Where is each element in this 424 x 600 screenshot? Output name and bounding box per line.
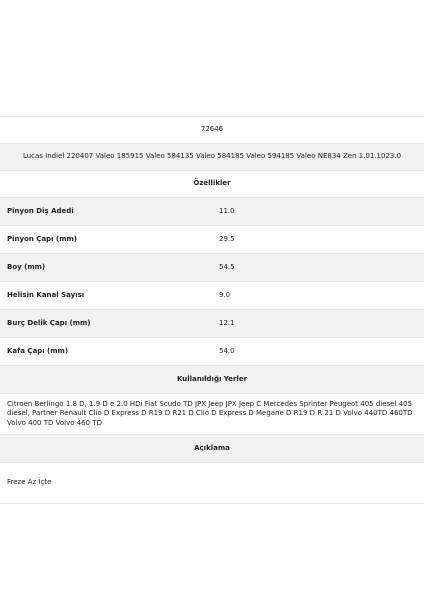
description-text: Freze Az İçte — [0, 463, 424, 504]
product-code-row — [0, 117, 424, 144]
usage-text: Citroen Berlingo 1.8 D, 1.9 D e 2.0 HDi Fiat Scudo TD JPX Jeep JPX Jeep C Mercedes Sprinter Peugeot 405 diesel 405 diesel, Partner Renault Clio D Express D R19 D R21 D Clio D Express D Megane D R19 D R 21 D Volvo 440TD 460TD Volvo 400 TD Volvo 460 TD — [0, 394, 424, 435]
feature-value: 29.5 — [212, 226, 424, 254]
cross-references: Lucas Indiel 220407 Valeo 185915 Valeo 584135 Valeo 584185 Valeo 594185 Valeo NE834 Zen 1.01.1023.0 — [0, 144, 424, 171]
usage-row — [0, 394, 424, 435]
usage-heading: Kullanıldığı Yerler — [0, 366, 424, 394]
feature-row — [0, 254, 424, 282]
feature-label: Pinyon Çapı (mm) — [0, 226, 212, 254]
feature-row — [0, 338, 424, 366]
feature-value: 54.5 — [212, 254, 424, 282]
feature-row — [0, 226, 424, 254]
feature-row — [0, 198, 424, 226]
feature-row — [0, 282, 424, 310]
feature-value: 9.0 — [212, 282, 424, 310]
feature-label: Kafa Çapı (mm) — [0, 338, 212, 366]
feature-row — [0, 310, 424, 338]
features-heading: Özellikler — [0, 171, 424, 198]
feature-label: Pinyon Diş Adedi — [0, 198, 212, 226]
feature-label: Boy (mm) — [0, 254, 212, 282]
cross-reference-row — [0, 144, 424, 171]
feature-label: Helisin Kanal Sayısı — [0, 282, 212, 310]
features-heading-row — [0, 171, 424, 198]
description-heading-row — [0, 435, 424, 463]
description-heading: Açıklama — [0, 435, 424, 463]
usage-heading-row — [0, 366, 424, 394]
feature-value: 11.0 — [212, 198, 424, 226]
product-code: 72646 — [0, 117, 424, 144]
feature-value: 12.1 — [212, 310, 424, 338]
feature-value: 54.0 — [212, 338, 424, 366]
feature-label: Burç Delik Çapı (mm) — [0, 310, 212, 338]
description-row — [0, 463, 424, 504]
spec-table — [0, 116, 424, 504]
